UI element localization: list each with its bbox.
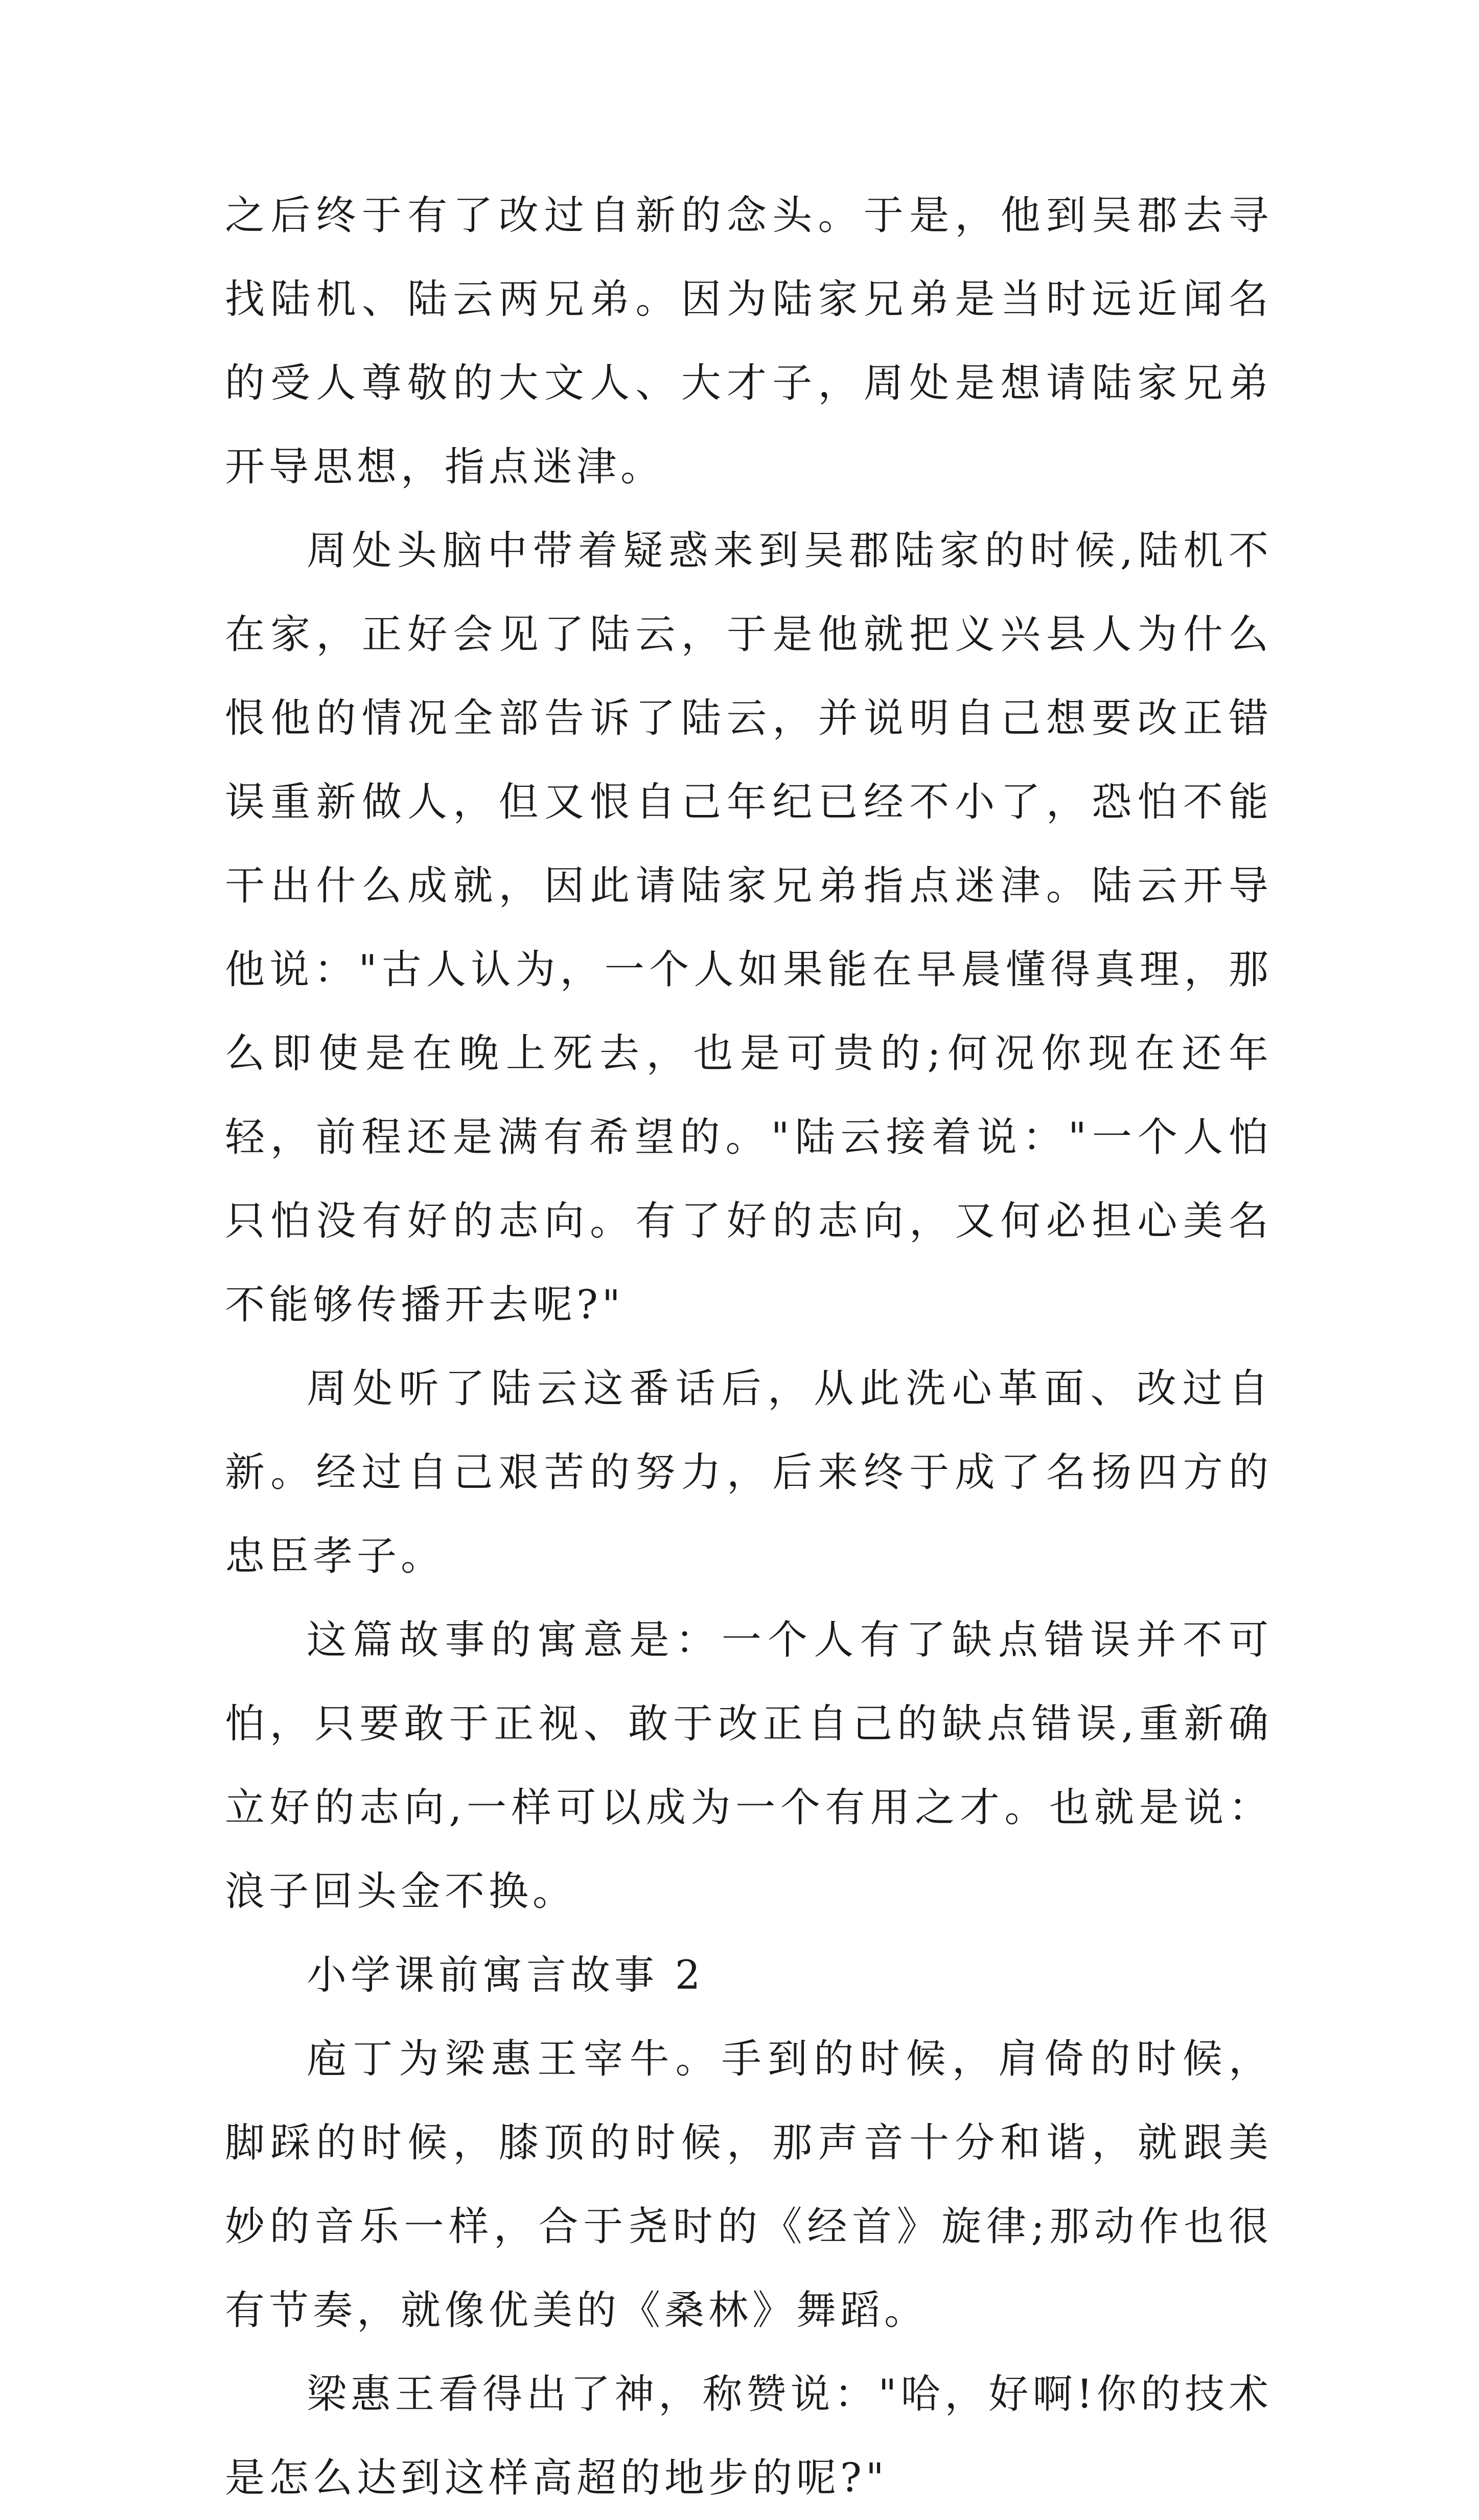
- section-title: 小学课前寓言故事 2: [307, 1952, 705, 1998]
- document-body: [225, 174, 1273, 2520]
- section-paragraph-2: 梁惠王看得出了神，称赞说："哈，好啊!你的技术是怎么达到这样高超的地步的呢?": [225, 2371, 1273, 2501]
- paragraph-1: 之后终于有了改过自新的念头。于是，他到吴郡去寻找陆机、陆云两兄弟。因为陆家兄弟是当时远近闻名的受人尊敬的大文人、大才子，周处是想请陆家兄弟开导思想，指点迷津。: [225, 193, 1273, 490]
- paragraph-2: 周处头脑中带着疑惑来到吴郡陆家的时候,陆机不在家，正好会见了陆云，于是他就把义兴县人为什么恨他的情况全部告诉了陆云，并说明自己想要改正错误重新做人，但又恨自己年纪已经不小了，恐怕不能干出什么成就，因此请陆家兄弟指点迷津。陆云开导他说："古人认为，一个人如果能在早晨懂得真理，那么即使是在晚上死去，也是可贵的;何况你现在还年轻，前程还是满有希望的。"陆云接着说："一个人怕只怕没有好的志向。有了好的志向，又何必担心美名不能够传播开去呢?": [225, 528, 1273, 1328]
- section-paragraph-1: 庖丁为梁惠王宰牛。手到的时候，肩倚的时候，脚踩的时候，膝顶的时候，那声音十分和谐，就跟美妙的音乐一样，合于尧时的《经首》旋律;那动作也很有节奏，就像优美的《桑林》舞蹈。: [225, 2036, 1273, 2334]
- paragraph-4: 这篇故事的寓意是：一个人有了缺点错误并不可怕，只要敢于正视、敢于改正自己的缺点错误,重新确立好的志向,一样可以成为一个有用之才。也就是说：浪子回头金不换。: [225, 1617, 1273, 1915]
- paragraph-3: 周处听了陆云这番话后，从此洗心革面、改过自新。经过自己艰苦的努力，后来终于成了名扬四方的忠臣孝子。: [225, 1366, 1273, 1579]
